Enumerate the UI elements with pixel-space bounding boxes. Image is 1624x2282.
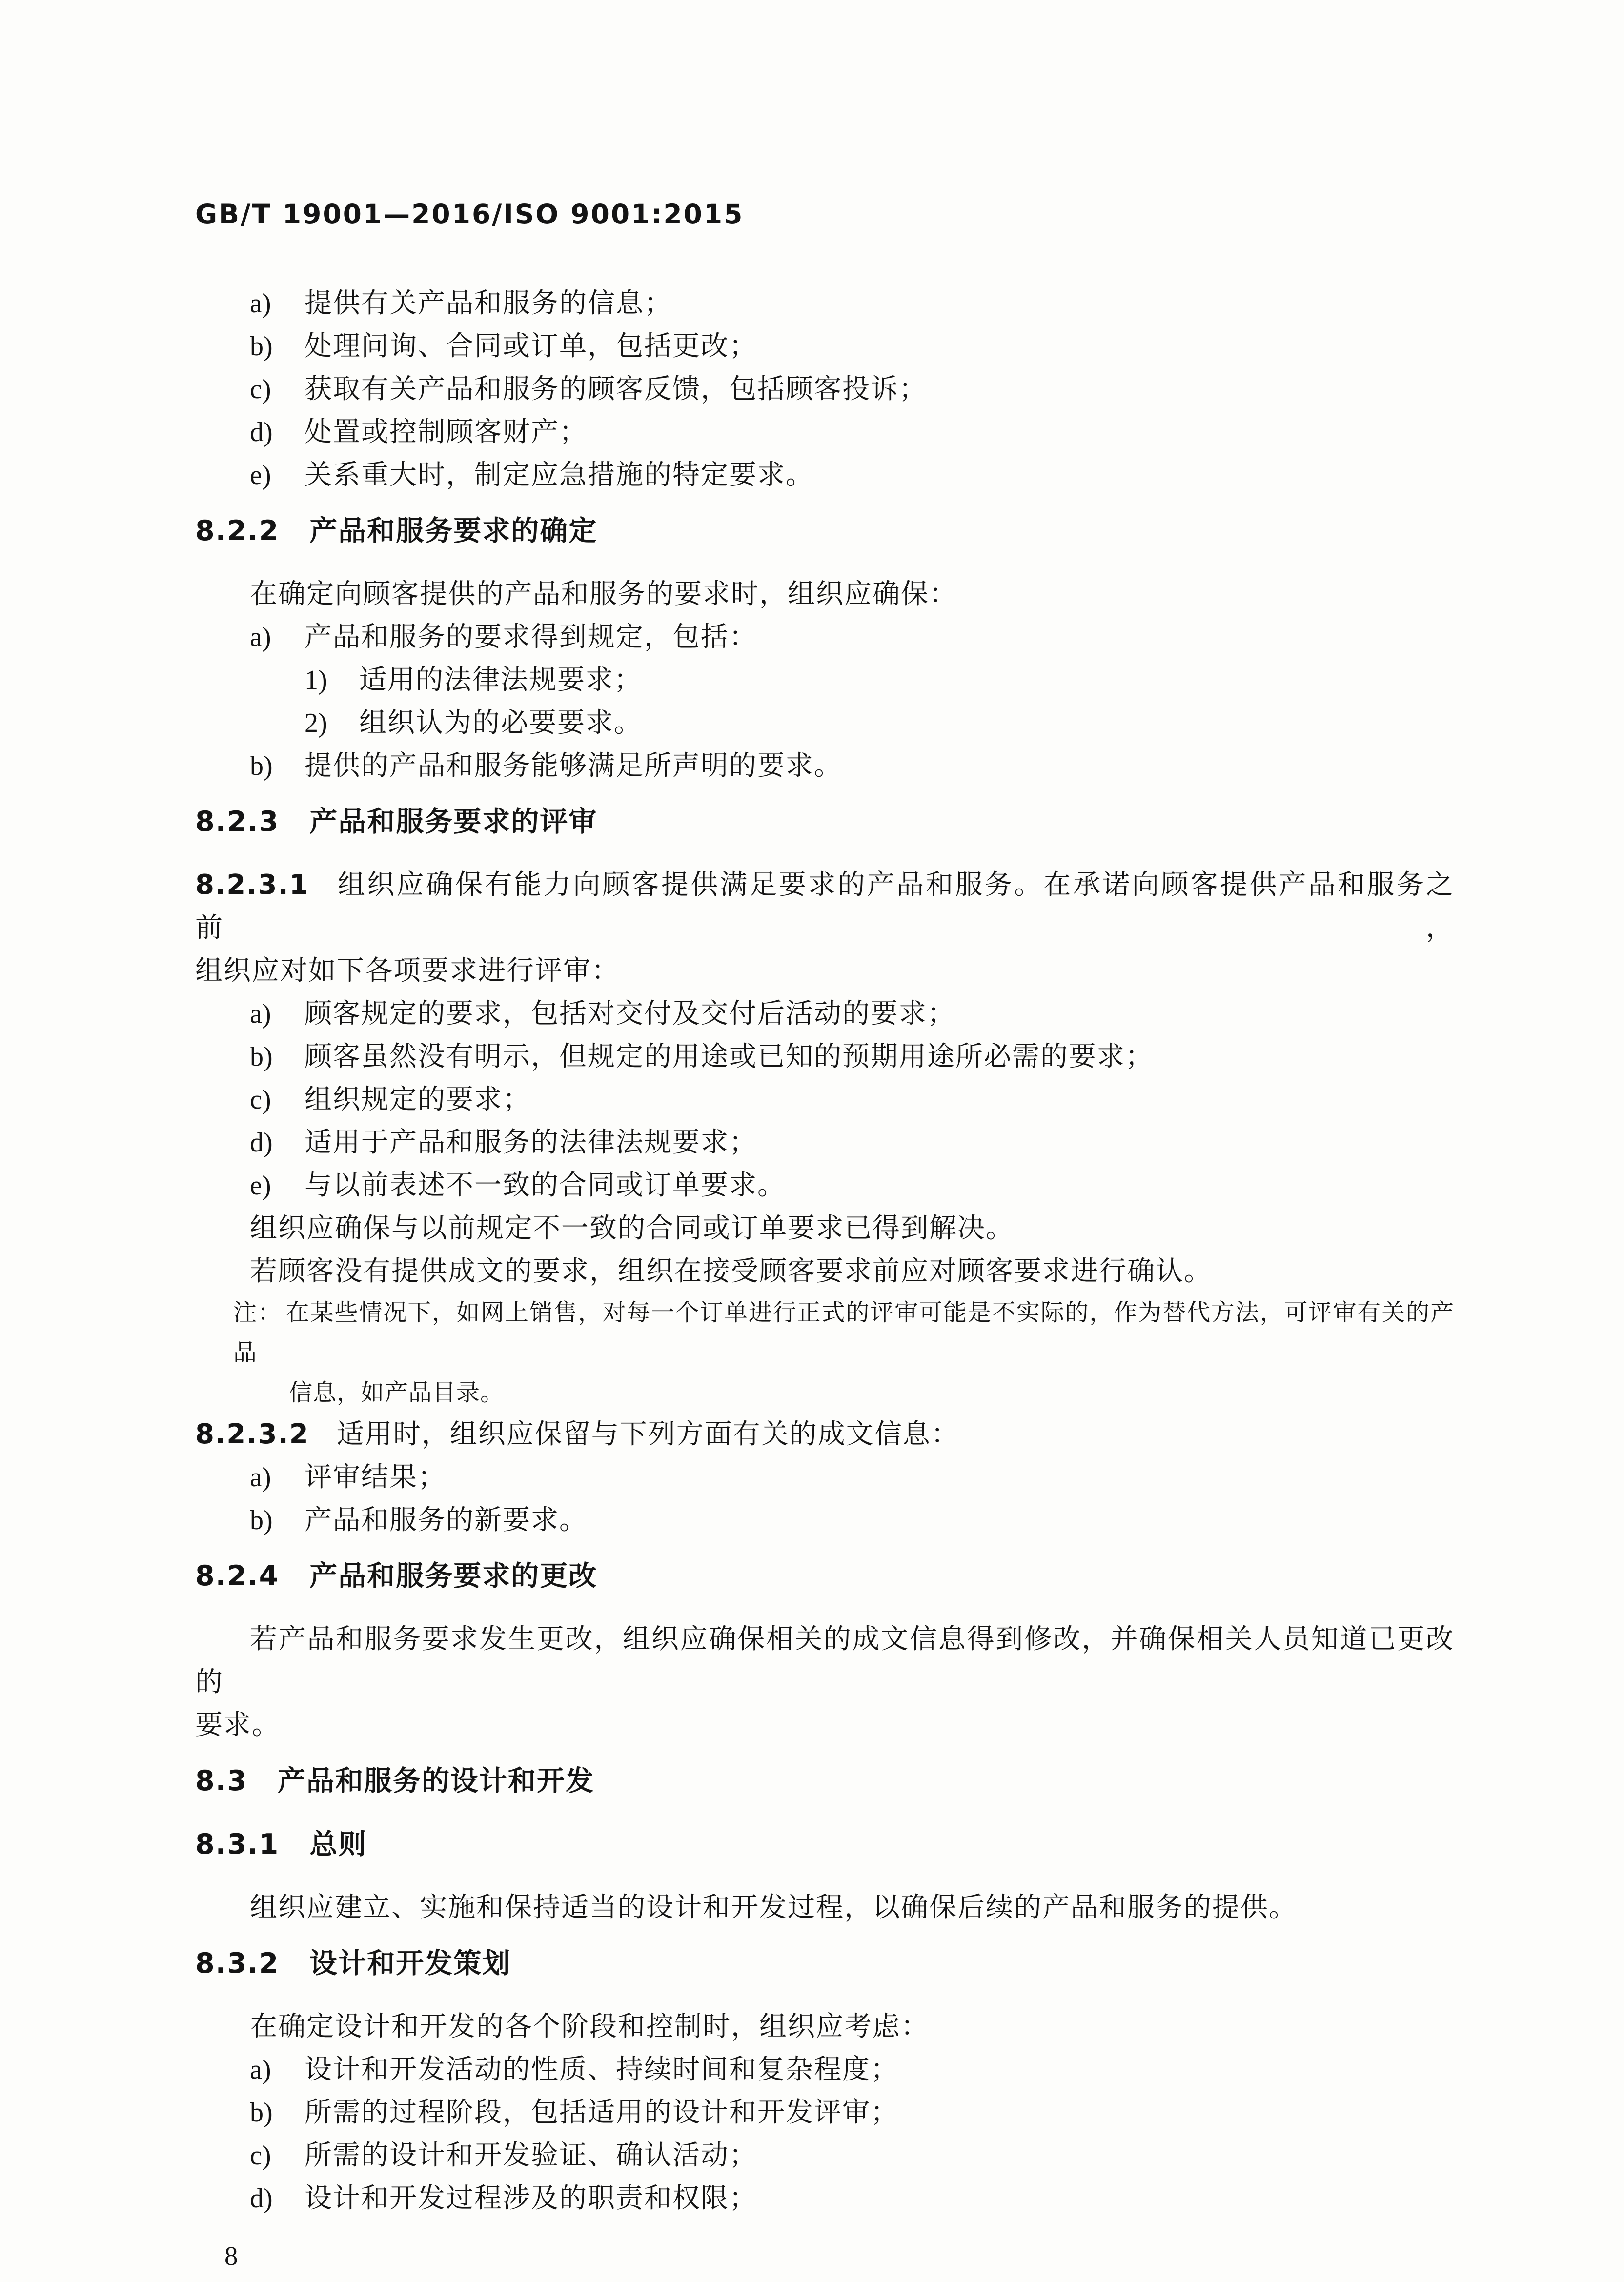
clause-title: 产品和服务要求的更改 — [309, 1560, 598, 1592]
sub-list-item — [304, 659, 1454, 702]
list-marker: 2) — [304, 708, 327, 738]
list-marker: d) — [250, 1128, 273, 1158]
paragraph — [195, 1413, 1454, 1456]
clause-title: 总则 — [309, 1828, 367, 1860]
paragraph: 若顾客没有提供成文的要求，组织在接受顾客要求前应对顾客要求进行确认。 — [250, 1256, 1212, 1287]
list-item — [250, 1078, 1454, 1121]
list-item — [250, 2177, 1454, 2220]
clause-8-2-2 — [195, 509, 1454, 788]
list-item — [250, 325, 1454, 368]
clause-heading — [195, 800, 1454, 843]
list-item-text: 产品和服务的要求得到规定，包括： — [304, 622, 757, 652]
paragraph: 在确定向顾客提供的产品和服务的要求时，组织应确保： — [250, 579, 957, 609]
clause-heading — [195, 1555, 1454, 1597]
list-item-text: 设计和开发过程涉及的职责和权限； — [304, 2183, 757, 2214]
clause-8-3-1 — [195, 1823, 1454, 1929]
list-item — [250, 411, 1454, 454]
list-item-text: 顾客规定的要求，包括对交付及交付后活动的要求； — [304, 999, 955, 1029]
sub-list-item — [304, 702, 1454, 745]
list-item-text: 所需的设计和开发验证、确认活动； — [304, 2141, 757, 2171]
list-item — [250, 616, 1454, 659]
clause-title: 产品和服务要求的确定 — [309, 515, 598, 547]
list-item — [250, 745, 1454, 788]
clause-8-2-4 — [195, 1555, 1454, 1747]
paragraph — [195, 864, 1454, 949]
subclause-number: 8.2.3.2 — [195, 1418, 309, 1450]
clause-number: 8.2.4 — [195, 1560, 280, 1592]
list-item-text: 与以前表述不一致的合同或订单要求。 — [304, 1171, 786, 1201]
list-marker: c) — [250, 2141, 271, 2171]
list-marker: a) — [250, 622, 271, 652]
list-item — [250, 368, 1454, 411]
clause-heading — [195, 1942, 1454, 1985]
list-item — [250, 1121, 1454, 1164]
list-item-text: 所需的过程阶段，包括适用的设计和开发评审； — [304, 2098, 899, 2128]
list-item-text: 顾客虽然没有明示，但规定的用途或已知的预期用途所必需的要求； — [304, 1042, 1154, 1072]
list-item — [250, 2091, 1454, 2134]
list-marker: c) — [250, 374, 271, 404]
list-item — [250, 992, 1454, 1035]
paragraph-continuation: 要求。 — [195, 1710, 280, 1740]
clause-number: 8.3.1 — [195, 1828, 280, 1860]
list-item-text: 组织规定的要求； — [304, 1085, 531, 1115]
clause-title: 产品和服务要求的评审 — [309, 806, 598, 838]
list-marker: c) — [250, 1085, 271, 1115]
list-marker: d) — [250, 417, 273, 447]
list-item-text: 处置或控制顾客财产； — [304, 417, 588, 447]
list-marker: b) — [250, 1042, 273, 1072]
paragraph: 若产品和服务要求发生更改，组织应确保相关的成文信息得到修改，并确保相关人员知道已更改的 — [195, 1624, 1454, 1697]
list-item — [250, 1035, 1454, 1078]
list-marker: b) — [250, 751, 273, 781]
list-item-text: 设计和开发活动的性质、持续时间和复杂程度； — [304, 2055, 899, 2085]
list-item-text: 处理问询、合同或订单，包括更改； — [304, 331, 757, 362]
list-item-text: 产品和服务的新要求。 — [304, 1505, 588, 1535]
list-marker: d) — [250, 2183, 273, 2214]
clause-8-2-3 — [195, 800, 1454, 1542]
list-marker: b) — [250, 331, 273, 362]
list-item-text: 获取有关产品和服务的顾客反馈，包括顾客投诉； — [304, 374, 927, 404]
note-text: 在某些情况下，如网上销售，对每一个订单进行正式的评审可能是不实际的，作为替代方法，可评审有关的产品 — [233, 1300, 1454, 1366]
list-item-text: 适用的法律法规要求； — [359, 665, 642, 695]
paragraph: 组织应对如下各项要求进行评审： — [195, 956, 620, 986]
paragraph-text: 适用时，组织应保留与下列方面有关的成文信息： — [336, 1419, 959, 1450]
paragraph-text: 组织应确保有能力向顾客提供满足要求的产品和服务。在承诺向顾客提供产品和服务之前， — [195, 870, 1454, 943]
note-continuation: 信息，如产品目录。 — [289, 1380, 505, 1406]
clause-heading — [195, 1823, 1454, 1866]
list-item-text: 组织认为的必要要求。 — [359, 708, 642, 738]
clause-heading — [195, 509, 1454, 552]
clause-8-3-2 — [195, 1942, 1454, 2220]
list-item — [250, 1456, 1454, 1499]
list-communication — [195, 282, 1454, 497]
list-item — [250, 2134, 1454, 2177]
clause-number: 8.3.2 — [195, 1947, 280, 1979]
list-marker: e) — [250, 460, 271, 490]
list-marker: 1) — [304, 665, 327, 695]
note — [233, 1293, 1454, 1373]
subclause-number: 8.2.3.1 — [195, 869, 309, 901]
clause-8-3 — [195, 1759, 1454, 1802]
list-marker: b) — [250, 2098, 273, 2128]
list-item — [250, 454, 1454, 497]
list-item-text: 评审结果； — [304, 1462, 446, 1493]
list-marker: a) — [250, 2055, 271, 2085]
list-marker: a) — [250, 1462, 271, 1493]
list-marker: a) — [250, 288, 271, 319]
list-item-text: 提供有关产品和服务的信息； — [304, 288, 672, 319]
list-item — [250, 1499, 1454, 1542]
clause-number: 8.2.2 — [195, 515, 280, 547]
list-marker: a) — [250, 999, 271, 1029]
list-item-text: 提供的产品和服务能够满足所声明的要求。 — [304, 751, 842, 781]
clause-number: 8.2.3 — [195, 806, 280, 838]
clause-title: 设计和开发策划 — [309, 1947, 511, 1979]
list-item — [250, 282, 1454, 325]
list-item-text: 关系重大时，制定应急措施的特定要求。 — [304, 460, 814, 490]
clause-title: 产品和服务的设计和开发 — [277, 1765, 594, 1797]
clause-number: 8.3 — [195, 1765, 247, 1797]
list-item-text: 适用于产品和服务的法律法规要求； — [304, 1128, 757, 1158]
list-item — [250, 1164, 1454, 1207]
paragraph: 组织应建立、实施和保持适当的设计和开发过程，以确保后续的产品和服务的提供。 — [250, 1893, 1297, 1923]
standard-code: GB/T 19001—2016/ISO 9001:2015 — [195, 199, 744, 230]
clause-heading — [195, 1759, 1454, 1802]
paragraph: 在确定设计和开发的各个阶段和控制时，组织应考虑： — [250, 2012, 929, 2042]
paragraph: 组织应确保与以前规定不一致的合同或订单要求已得到解决。 — [250, 1213, 1014, 1244]
list-item — [250, 2048, 1454, 2091]
note-label: 注： — [233, 1300, 282, 1326]
list-marker: e) — [250, 1171, 271, 1201]
page-number: 8 — [224, 2241, 238, 2271]
list-marker: b) — [250, 1505, 273, 1535]
